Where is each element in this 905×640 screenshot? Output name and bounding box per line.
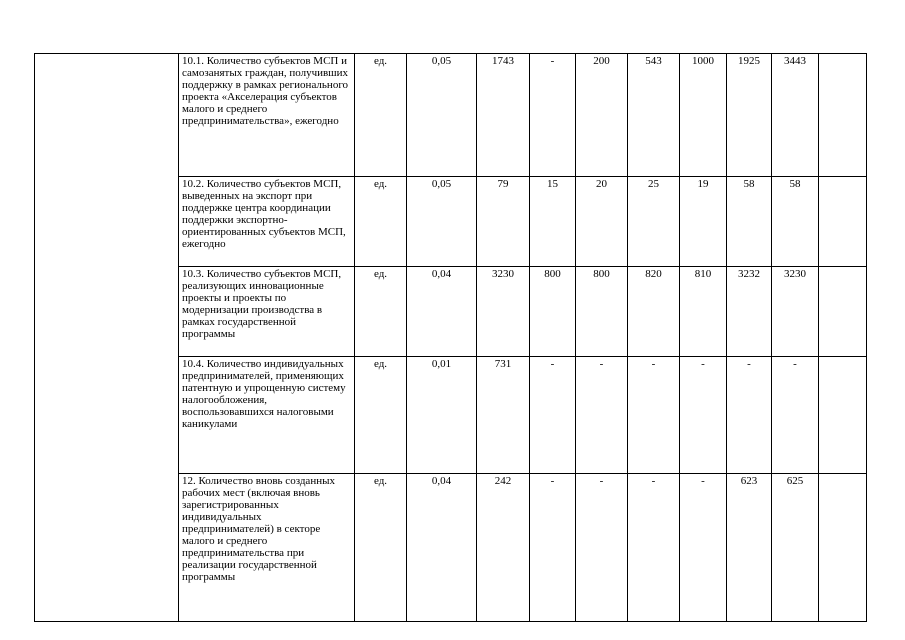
value-cell: -	[772, 357, 819, 474]
value-cell: 3230	[477, 267, 530, 357]
value-cell: -	[628, 474, 680, 622]
weight-cell: 0,04	[407, 474, 477, 622]
value-cell: 810	[680, 267, 727, 357]
value-cell: -	[530, 54, 576, 177]
empty-right-cell	[819, 474, 867, 622]
weight-cell: 0,05	[407, 54, 477, 177]
empty-right-cell	[819, 267, 867, 357]
value-cell: 820	[628, 267, 680, 357]
unit-cell: ед.	[355, 474, 407, 622]
document-page	[34, 53, 867, 622]
value-cell: 25	[628, 177, 680, 267]
value-cell: 625	[772, 474, 819, 622]
indicators-table	[34, 53, 867, 622]
value-cell: 242	[477, 474, 530, 622]
value-cell: -	[680, 357, 727, 474]
value-cell: 731	[477, 357, 530, 474]
indicator-name: 10.3. Количество субъектов МСП, реализующих инновационные проекты и проекты по модернизации производства в рамках государственной программы	[179, 267, 355, 357]
value-cell: 800	[530, 267, 576, 357]
table-body	[35, 54, 867, 622]
empty-right-cell	[819, 177, 867, 267]
value-cell: 1000	[680, 54, 727, 177]
indicator-name: 10.2. Количество субъектов МСП, выведенных на экспорт при поддержке центра координации поддержки экспортно-ориентированных субъектов МСП, ежегодно	[179, 177, 355, 267]
unit-cell: ед.	[355, 357, 407, 474]
unit-cell: ед.	[355, 267, 407, 357]
weight-cell: 0,04	[407, 267, 477, 357]
value-cell: 19	[680, 177, 727, 267]
weight-cell: 0,01	[407, 357, 477, 474]
value-cell: 1925	[727, 54, 772, 177]
value-cell: 20	[576, 177, 628, 267]
value-cell: 3232	[727, 267, 772, 357]
value-cell: -	[576, 474, 628, 622]
value-cell: -	[727, 357, 772, 474]
empty-left-column-cell	[35, 54, 179, 622]
unit-cell: ед.	[355, 177, 407, 267]
value-cell: 623	[727, 474, 772, 622]
value-cell: 58	[727, 177, 772, 267]
table-row	[35, 54, 867, 177]
indicator-name: 10.4. Количество индивидуальных предпринимателей, применяющих патентную и упрощенную систему налогообложения, воспользовавшихся налоговыми каникулами	[179, 357, 355, 474]
value-cell: 3443	[772, 54, 819, 177]
value-cell: -	[530, 357, 576, 474]
value-cell: 543	[628, 54, 680, 177]
value-cell: 200	[576, 54, 628, 177]
value-cell: -	[576, 357, 628, 474]
indicator-name: 12. Количество вновь созданных рабочих мест (включая вновь зарегистрированных индивидуальных предпринимателей) в секторе малого и среднего предпринимательства при реализации государственной программы	[179, 474, 355, 622]
value-cell: 800	[576, 267, 628, 357]
value-cell: -	[680, 474, 727, 622]
value-cell: 3230	[772, 267, 819, 357]
indicator-name: 10.1. Количество субъектов МСП и самозанятых граждан, получивших поддержку в рамках регионального проекта «Акселерация субъектов малого и среднего предпринимательства», ежегодно	[179, 54, 355, 177]
empty-right-cell	[819, 54, 867, 177]
value-cell: 1743	[477, 54, 530, 177]
value-cell: 58	[772, 177, 819, 267]
value-cell: -	[530, 474, 576, 622]
value-cell: 79	[477, 177, 530, 267]
value-cell: 15	[530, 177, 576, 267]
unit-cell: ед.	[355, 54, 407, 177]
empty-right-cell	[819, 357, 867, 474]
weight-cell: 0,05	[407, 177, 477, 267]
value-cell: -	[628, 357, 680, 474]
